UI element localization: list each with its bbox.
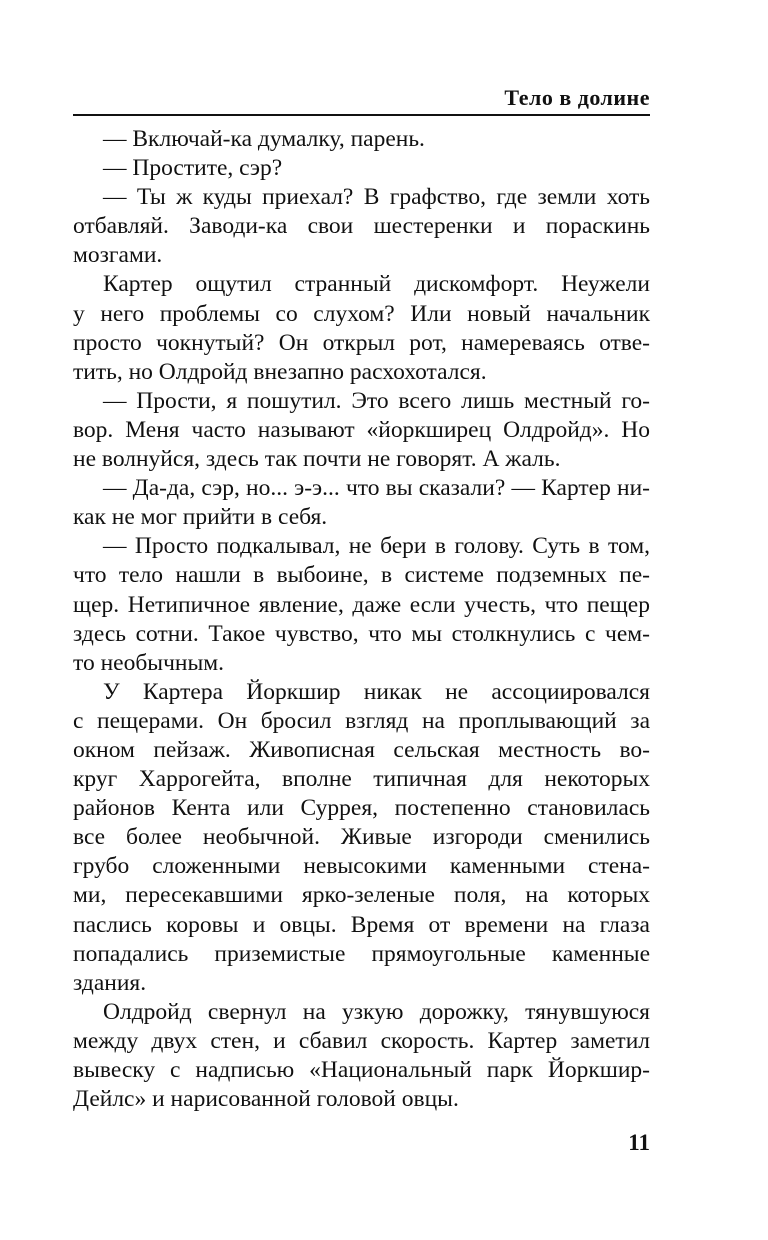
text-line: — Ты ж куды приехал? В графство, где земли хоть <box>103 184 650 211</box>
text-line: — Включай-ка думалку, парень. <box>103 126 425 152</box>
text-line: — Простите, сэр? <box>103 155 283 182</box>
paragraph <box>73 998 650 1114</box>
text-line: Дейлс» и нарисованной головой овцы. <box>73 1086 459 1113</box>
paragraph <box>73 474 650 532</box>
page-number: 11 <box>628 1130 650 1155</box>
text-line: то необычным. <box>73 649 225 676</box>
paragraph <box>73 183 650 270</box>
running-header <box>73 82 650 116</box>
text-line: щер. Нетипичное явление, даже если учесть, что пещер <box>73 591 650 618</box>
text-line: что тело нашли в выбоине, в системе подземных пе- <box>73 562 650 589</box>
text-line: между двух стен, и сбавил скорость. Картер заметил <box>73 1027 650 1054</box>
text-line: грубо сложенными невысокими каменными стена- <box>73 853 650 880</box>
text-line: как не мог прийти в себя. <box>73 504 328 531</box>
text-line: — Прости, я пошутил. Это всего лишь местный го- <box>103 387 650 414</box>
text-line: районов Кента или Суррея, постепенно становилась <box>73 795 650 822</box>
paragraph <box>73 125 650 154</box>
text-line: круг Харрогейта, вполне типичная для некоторых <box>73 766 650 793</box>
paragraph <box>73 387 650 474</box>
text-line: тить, но Олдройд внезапно расхохотался. <box>73 358 487 385</box>
paragraph <box>73 154 650 183</box>
text-line: ми, пересекавшими ярко-зеленые поля, на которых <box>73 882 650 909</box>
text-line: вывеску с надписью «Национальный парк Йоркшир- <box>73 1057 650 1083</box>
text-line: — Да-да, сэр, но... э-э... что вы сказали? — Картер ни- <box>103 475 650 502</box>
text-line: просто чокнутый? Он открыл рот, намереваясь отве- <box>73 329 650 356</box>
text-line: отбавляй. Заводи-ка свои шестеренки и пораскинь <box>73 213 650 240</box>
text-line: здания. <box>73 969 147 996</box>
running-title: Тело в долине <box>504 85 650 110</box>
text-line: все более необычной. Живые изгороди сменились <box>73 824 650 851</box>
paragraph <box>73 532 650 677</box>
text-line: — Просто подкалывал, не бери в голову. Суть в том, <box>103 533 650 560</box>
text-line: мозгами. <box>73 242 163 269</box>
text-line: паслись коровы и овцы. Время от времени на глаза <box>73 911 650 938</box>
text-line: Картер ощутил странный дискомфорт. Неужели <box>103 271 650 298</box>
text-line: вор. Меня часто называют «йоркширец Олдройд». Но <box>73 416 650 443</box>
text-line: не волнуйся, здесь так почти не говорят. А жаль. <box>73 446 561 473</box>
text-line: здесь сотни. Такое чувство, что мы столкнулись с чем- <box>73 620 650 647</box>
body-text <box>73 125 650 1114</box>
text-line: у него проблемы со слухом? Или новый начальник <box>73 300 650 327</box>
paragraph <box>73 678 650 998</box>
text-line: окном пейзаж. Живописная сельская местность во- <box>73 736 650 763</box>
text-line: с пещерами. Он бросил взгляд на проплывающий за <box>73 707 650 734</box>
text-line: попадались приземистые прямоугольные каменные <box>73 940 650 967</box>
text-line: У Картера Йоркшир никак не ассоциировался <box>103 678 650 705</box>
paragraph <box>73 270 650 386</box>
text-line: Олдройд свернул на узкую дорожку, тянувшуюся <box>103 998 650 1025</box>
